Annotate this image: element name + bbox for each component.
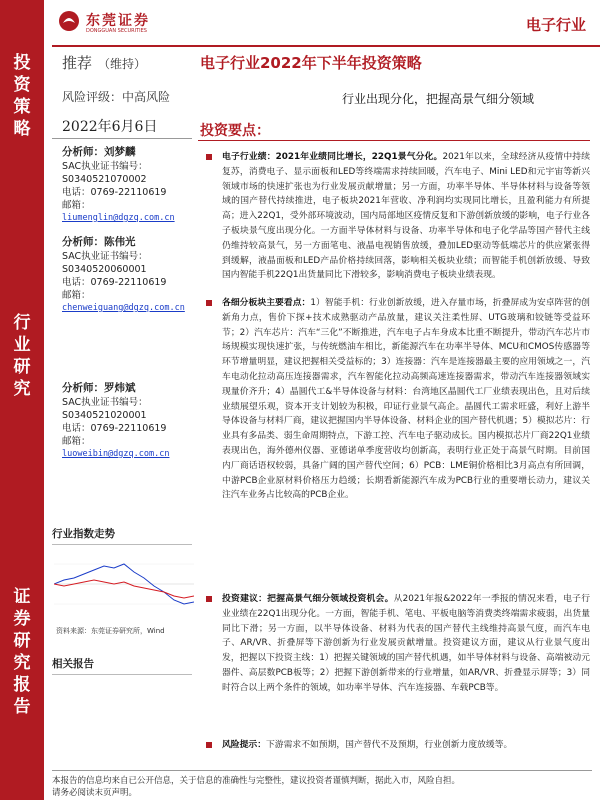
key-point-text: 1）智能手机：行业创新放缓，进入存量市场，折叠屏成为安卓阵营的创新角力点，售价下探+技术成熟驱动产品放量，建议关注柔性屏、UTG玻璃和铰链等受益环节；2）汽车芯片：汽车“三化”不断推进，汽车电子占车身成本比重不断提升，带动汽车芯片市场规模实现快速扩张，与传统燃油车相比，新能源汽车在功率半导体、MCU和CMOS传感器等环节增量明显，建议把握相关受益标的；3）连接器：汽车是连接器最主要的应用领域之一，汽车电动化拉动高压连接器需求，汽车智能化拉动高频高速连接器需求，带动汽车连接器领域实现量价齐升；4）晶圆代工&半导体设备与材料：台湾地区晶圆代工厂业绩表现出色，且对后续业绩展望乐观，资本开支计划较为积极，印证行业景气高企。晶圆代工需求旺盛，利好上游半导体设备与材料厂商，建议把握国内半导体设备、材料企业的国产替代机遇；5）模拟芯片：行业具有多品类、弱生命周期特点，下游工控、汽车电子驱动成长。国内模拟芯片厂商22Q1业绩表现出色，海外德州仪器、亚德诺单季度营收均创新高，表明行业正处于高景气时期。目前国内厂商话语权较弱，具备广阔的国产替代空间；6）PCB：LME铜价格相比3月高点有所回调，中游PCB企业原材料价格压力趋缓；长期看新能源汽车成为PCB行业的重要增长动力，建议关注汽车业务占比较高的PCB企业。 [222,298,590,501]
report-subtitle: 行业出现分化，把握高景气细分领域 [342,92,535,106]
analyst-tel: 电话：0769-22110619 [62,187,167,198]
company-logo-text: 东莞证券 [86,13,150,29]
analyst-cert-label: SAC执业证书编号： [62,161,148,172]
chart-source: 资料来源：东莞证券研究所，Wind [56,627,165,635]
sidebar-char: 行 [13,313,31,333]
analyst-email-link[interactable]: luoweibin@dgzq.com.cn [62,449,170,459]
analyst-cert: S0340521020001 [62,410,147,421]
bullet-icon [206,596,212,602]
bullet-icon [206,300,212,306]
key-point-lead: 风险提示： [222,740,266,750]
sidebar-label-report [0,586,44,718]
index-trend-chart [54,544,194,624]
trend-series-2-line [54,580,194,598]
analyst-name: 分析师：刘梦麟 [62,146,136,158]
report-title: 电子行业2022年下半年投资策略 [200,54,422,72]
analyst-tel: 电话：0769-22110619 [62,277,167,288]
key-point-lead: 电子行业绩：2021年业绩同比增长，22Q1景气分化。 [222,152,443,162]
key-point-1 [204,150,590,283]
sidebar-label-strategy [0,52,44,140]
analyst-cert-label: SAC执业证书编号： [62,251,148,262]
sidebar [0,0,44,800]
analyst-card [62,382,192,461]
sidebar-char: 业 [13,335,31,355]
key-point-4 [204,738,590,753]
disclaimer-note: 请务必阅读末页声明。 [52,788,138,798]
analyst-tel: 电话：0769-22110619 [62,423,167,434]
sidebar-char: 券 [13,609,31,629]
sidebar-label-industry [0,312,44,400]
page-header [52,0,600,47]
rating-value: 推荐 [62,54,93,72]
bullet-icon [206,154,212,160]
sidebar-char: 报 [13,675,31,695]
key-point-text: 2021年以来，全球经济从疫情中持续复苏，消费电子、显示面板和LED等终端需求持续回暖，汽车电子、Mini LED和元宇宙等新兴领域市场的快速扩张也为行业发展贡献增量；另一方面，功率半导体、半导体材料与设备等领域的国产替代持续推进，电子板块2021年营收、净利润均实现同比增长，且盈利能力有所提高；进入22Q1，受外部环境波动，国内局部地区疫情反复和下游创新放缓的影响，电子行业各子板块景气度出现分化。一方面半导体材料与设备、功率半导体和电子化学品等国产替代主线仍维持较高景气，另一方面笔电、液晶电视销售放缓，叠加LED驱动等低端芯片的供应紧张得到缓解，液晶面板和LED产品价格持续回落，影响相关板块业绩；而智能手机创新放缓、导致国内智能手机22Q1出货量同比下滑较多，影响消费电子板块业绩表现。 [222,152,591,281]
company-logo-icon [58,10,80,32]
sidebar-char: 投 [13,53,31,73]
sidebar-char: 略 [13,119,31,139]
rating-note: （维持） [98,57,147,71]
sidebar-char: 策 [13,97,31,117]
sidebar-char: 研 [13,357,31,377]
trend-heading: 行业指数走势 [52,526,192,545]
risk-rating: 风险评级：中高风险 [62,90,171,104]
company-logo-subtext: DONGGUAN SECURITIES [86,28,147,34]
analyst-name: 分析师：陈伟光 [62,236,136,248]
key-point-lead: 各细分板块主要看点： [222,298,311,308]
key-point-text: 从2021年报&2022年一季报的情况来看，电子行业业绩在22Q1出现分化。一方面，智能手机、笔电、平板电脑等消费类终端需求疲弱，出货量同比下滑；另一方面，以半导体设备、材料为代表的国产替代主线维持高景气度，而汽车电子、AR/VR、折叠屏等下游创新为行业发展贡献增量。投资建议方面，建议从行业景气度出发，把握以下投资主线：1）把握关键领域的国产替代机遇，如半导体材料与设备、高端被动元器件、高层数PCB板等；2）把握下游创新带来的行业增量，如AR/VR、折叠显示屏等；3）同时符合以上两个条件的领域，如功率半导体、汽车连接器、车载PCB等。 [222,594,590,693]
disclaimer: 本报告的信息均来自已公开信息，关于信息的准确性与完整性，建议投资者谨慎判断，据此入市，风险自担。 [52,776,461,786]
analyst-email-link[interactable]: liumenglin@dgzq.com.cn [62,213,175,223]
bullet-icon [206,742,212,748]
key-points-heading: 投资要点： [200,123,270,139]
analyst-name: 分析师：罗炜斌 [62,382,136,394]
related-reports-heading: 相关报告 [52,656,192,675]
key-point-2 [204,296,590,503]
analyst-card [62,146,192,225]
analyst-cert: S0340520060001 [62,264,147,275]
analyst-cert-label: SAC执业证书编号： [62,397,148,408]
analyst-email-label: 邮箱： [62,290,91,301]
sidebar-char: 资 [13,75,31,95]
page-footer [52,770,592,799]
key-point-3 [204,592,590,696]
analyst-email-link[interactable]: chenweiguang@dgzq.com.cn [62,303,185,313]
report-date: 2022年6月6日 [62,119,158,135]
industry-label: 电子行业 [525,16,586,34]
divider [198,140,590,141]
sidebar-char: 证 [13,587,31,607]
analyst-card [62,236,192,315]
key-point-text: 下游需求不如预期，国产替代不及预期，行业创新力度放缓等。 [266,740,513,750]
analyst-email-label: 邮箱： [62,436,91,447]
divider [52,138,192,139]
sidebar-char: 究 [13,653,31,673]
key-point-lead: 投资建议：把握高景气细分领域投资机会。 [222,594,394,604]
analyst-cert: S0340521070002 [62,174,147,185]
rating [62,52,146,73]
sidebar-char: 究 [13,379,31,399]
analyst-email-label: 邮箱： [62,200,91,211]
sidebar-char: 告 [13,697,31,717]
sidebar-char: 研 [13,631,31,651]
